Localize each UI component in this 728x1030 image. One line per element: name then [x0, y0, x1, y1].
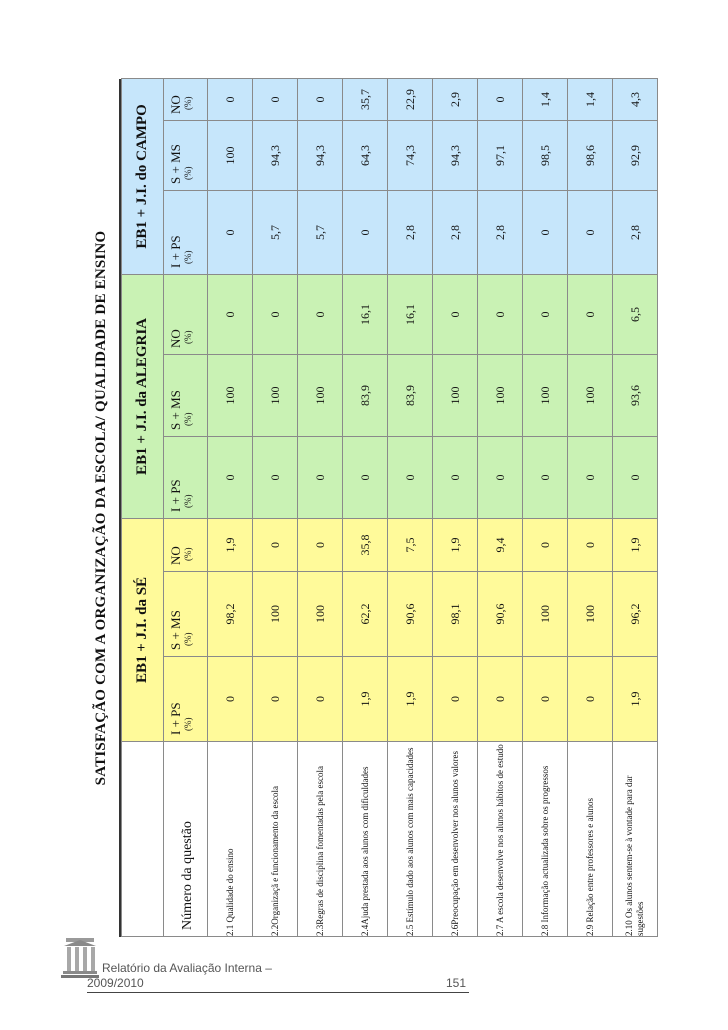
value-cell: 0 [523, 436, 568, 518]
value-cell: 97,1 [478, 120, 523, 190]
value-cell: 0 [208, 436, 253, 518]
value-cell: 100 [523, 354, 568, 436]
subheader-i-ps [164, 436, 208, 518]
subheader-label: NO [168, 546, 183, 565]
value-cell: 5,7 [298, 190, 343, 274]
value-cell: 0 [568, 274, 613, 354]
value-cell: 0 [478, 436, 523, 518]
subheader-row [164, 78, 208, 936]
value-cell: 16,1 [343, 274, 388, 354]
value-cell: 0 [298, 274, 343, 354]
question-column-header: Número da questão [164, 742, 208, 937]
value-cell: 0 [523, 190, 568, 274]
satisfaction-table [121, 78, 658, 937]
subheader-no [164, 518, 208, 571]
value-cell: 0 [478, 274, 523, 354]
value-cell: 35,7 [343, 78, 388, 120]
subheader-i-ps [164, 657, 208, 742]
value-cell: 1,4 [568, 78, 613, 120]
value-cell: 74,3 [388, 120, 433, 190]
subheader-unit: (%) [183, 632, 193, 646]
value-cell: 0 [253, 78, 298, 120]
value-cell: 7,5 [388, 518, 433, 571]
header-empty-cell [122, 742, 164, 937]
subheader-unit: (%) [183, 494, 193, 508]
value-cell: 5,7 [253, 190, 298, 274]
value-cell: 1,9 [343, 657, 388, 742]
subheader-unit: (%) [183, 166, 193, 180]
value-cell: 0 [433, 274, 478, 354]
footer-report-title: Relatório da Avaliação Interna – [102, 961, 272, 975]
table-row [433, 78, 478, 936]
group-header-se: EB1 + J.I. da SÉ [122, 518, 164, 741]
table-row [613, 78, 658, 936]
table-row [343, 78, 388, 936]
value-cell: 100 [208, 120, 253, 190]
value-cell: 0 [208, 657, 253, 742]
question-label: 2.9 Relação entre professores e alunos [568, 742, 613, 937]
subheader-s-ms [164, 572, 208, 657]
subheader-i-ps [164, 190, 208, 274]
subheader-label: I + PS [168, 479, 183, 512]
value-cell: 0 [208, 78, 253, 120]
question-label: 2.1 Qualidade do ensino [208, 742, 253, 937]
subheader-unit: (%) [183, 547, 193, 561]
value-cell: 1,9 [433, 518, 478, 571]
question-label: 2.4Ajuda prestada aos alunos com dificuldades [343, 742, 388, 937]
value-cell: 93,6 [613, 354, 658, 436]
value-cell: 90,6 [478, 572, 523, 657]
value-cell: 0 [388, 436, 433, 518]
value-cell: 100 [298, 572, 343, 657]
value-cell: 100 [298, 354, 343, 436]
question-label: 2.7 A escola desenvolve nos alunos hábitos de estudo [478, 742, 523, 937]
page-title: SATISFAÇÃO COM A ORGANIZAÇÃO DA ESCOLA/ QUALIDADE DE ENSINO [83, 79, 121, 937]
value-cell: 0 [298, 518, 343, 571]
value-cell: 83,9 [388, 354, 433, 436]
value-cell: 0 [253, 274, 298, 354]
question-label: 2.5 Estímulo dado aos alunos com mais capacidades [388, 742, 433, 937]
value-cell: 100 [568, 354, 613, 436]
subheader-label: S + MS [168, 144, 183, 184]
question-label: 2.3Regras de disciplina fomentadas pela escola [298, 742, 343, 937]
value-cell: 0 [568, 190, 613, 274]
value-cell: 1,9 [613, 657, 658, 742]
value-cell: 0 [253, 518, 298, 571]
subheader-label: NO [168, 95, 183, 114]
question-label: 2.10 Os alunos sentem-se à vontade para dar sugestões [613, 742, 658, 937]
question-label: 2.6Preocupação em desenvolver nos alunos valores [433, 742, 478, 937]
value-cell: 100 [208, 354, 253, 436]
subheader-no [164, 78, 208, 120]
value-cell: 94,3 [433, 120, 478, 190]
value-cell: 98,6 [568, 120, 613, 190]
subheader-s-ms [164, 120, 208, 190]
value-cell: 94,3 [253, 120, 298, 190]
value-cell: 0 [523, 657, 568, 742]
value-cell: 0 [478, 78, 523, 120]
page-number: 151 [446, 976, 467, 990]
table-row [478, 78, 523, 936]
survey-table-rotated [83, 79, 664, 937]
value-cell: 100 [523, 572, 568, 657]
question-label: 2.8 Informação actualizada sobre os progressos [523, 742, 568, 937]
value-cell: 94,3 [298, 120, 343, 190]
value-cell: 0 [298, 657, 343, 742]
value-cell: 2,9 [433, 78, 478, 120]
table-row [568, 78, 613, 936]
value-cell: 0 [343, 190, 388, 274]
subheader-label: S + MS [168, 390, 183, 430]
subheader-no [164, 274, 208, 354]
subheader-unit: (%) [183, 412, 193, 426]
value-cell: 100 [433, 354, 478, 436]
footer-year: 2009/2010 [87, 976, 144, 990]
value-cell: 9,4 [478, 518, 523, 571]
school-building-icon [60, 936, 100, 980]
value-cell: 0 [568, 518, 613, 571]
subheader-unit: (%) [183, 717, 193, 731]
value-cell: 2,8 [613, 190, 658, 274]
table-row [253, 78, 298, 936]
value-cell: 62,2 [343, 572, 388, 657]
group-header-alegria: EB1 + J.I. da ALEGRIA [122, 274, 164, 518]
value-cell: 2,8 [388, 190, 433, 274]
value-cell: 1,9 [388, 657, 433, 742]
value-cell: 1,4 [523, 78, 568, 120]
table-row [298, 78, 343, 936]
subheader-unit: (%) [183, 250, 193, 264]
value-cell: 100 [253, 354, 298, 436]
value-cell: 0 [208, 190, 253, 274]
value-cell: 0 [568, 436, 613, 518]
value-cell: 22,9 [388, 78, 433, 120]
value-cell: 100 [253, 572, 298, 657]
value-cell: 0 [298, 436, 343, 518]
value-cell: 35,8 [343, 518, 388, 571]
footer-divider [87, 992, 469, 993]
value-cell: 96,2 [613, 572, 658, 657]
table-row [388, 78, 433, 936]
subheader-label: S + MS [168, 610, 183, 650]
value-cell: 98,2 [208, 572, 253, 657]
question-label: 2.2Organizaçã e funcionamento da escola [253, 742, 298, 937]
value-cell: 2,8 [478, 190, 523, 274]
value-cell: 98,1 [433, 572, 478, 657]
value-cell: 0 [433, 436, 478, 518]
subheader-unit: (%) [183, 330, 193, 344]
table-row [208, 78, 253, 936]
value-cell: 0 [298, 78, 343, 120]
value-cell: 4,3 [613, 78, 658, 120]
subheader-label: I + PS [168, 235, 183, 268]
value-cell: 2,8 [433, 190, 478, 274]
group-header-campo: EB1 + J.I. do CAMPO [122, 78, 164, 274]
value-cell: 0 [253, 657, 298, 742]
value-cell: 98,5 [523, 120, 568, 190]
subheader-label: I + PS [168, 702, 183, 735]
value-cell: 6,5 [613, 274, 658, 354]
subheader-unit: (%) [183, 96, 193, 110]
value-cell: 16,1 [388, 274, 433, 354]
value-cell: 0 [523, 518, 568, 571]
value-cell: 92,9 [613, 120, 658, 190]
value-cell: 0 [343, 436, 388, 518]
subheader-s-ms [164, 354, 208, 436]
value-cell: 1,9 [613, 518, 658, 571]
value-cell: 64,3 [343, 120, 388, 190]
table-body [208, 78, 658, 936]
value-cell: 0 [523, 274, 568, 354]
value-cell: 100 [568, 572, 613, 657]
value-cell: 100 [478, 354, 523, 436]
value-cell: 0 [253, 436, 298, 518]
value-cell: 0 [208, 274, 253, 354]
value-cell: 0 [478, 657, 523, 742]
value-cell: 90,6 [388, 572, 433, 657]
value-cell: 1,9 [208, 518, 253, 571]
value-cell: 0 [433, 657, 478, 742]
value-cell: 83,9 [343, 354, 388, 436]
value-cell: 0 [568, 657, 613, 742]
subheader-label: NO [168, 329, 183, 348]
value-cell: 0 [613, 436, 658, 518]
table-row [523, 78, 568, 936]
